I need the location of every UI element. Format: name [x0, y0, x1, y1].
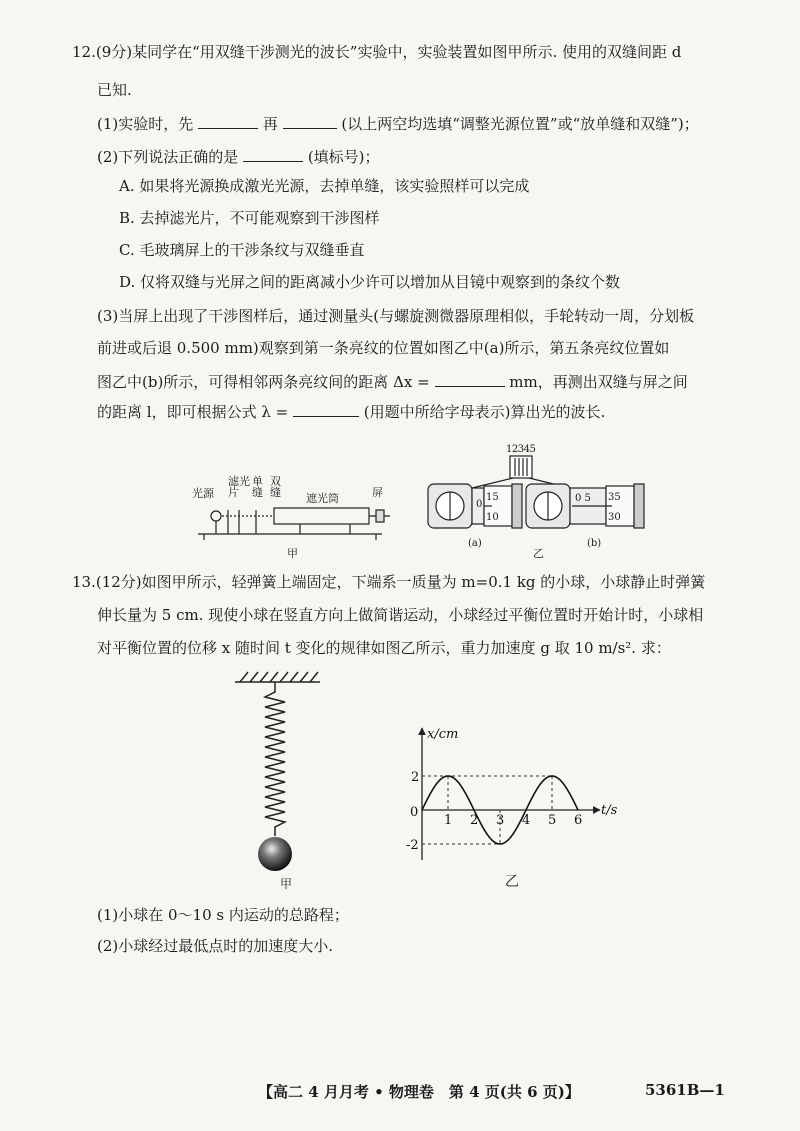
footer-code: 5361B—1 — [645, 1081, 725, 1099]
q12-part1 — [97, 112, 699, 134]
q12-part2 — [97, 145, 380, 167]
q12-option-b: B. 去掉滤光片，不可能观察到干涉图样 — [119, 209, 380, 227]
q12-part1-text-b: 再 — [262, 115, 278, 133]
fig-yi-caption: 乙 — [533, 547, 544, 560]
x-tick-label: 3 — [496, 813, 505, 828]
label-single-slit: 单缝 — [252, 475, 263, 499]
label-double-slit: 双缝 — [270, 475, 281, 499]
eyepiece-icon — [376, 510, 384, 522]
head-a-scale-bottom: 10 — [486, 512, 499, 523]
graph-caption: 乙 — [505, 874, 519, 890]
label-light-source: 光源 — [192, 487, 214, 500]
q12-blank-5[interactable] — [293, 400, 359, 417]
label-filter: 滤光片 — [228, 475, 250, 499]
q12-blank-4[interactable] — [435, 370, 505, 387]
q12-option-d: D. 仅将双缝与光屏之间的距离减小少许可以增加从目镜中观察到的条纹个数 — [119, 273, 621, 291]
spring-ball-diagram — [230, 668, 330, 878]
fig-jia-caption: 甲 — [287, 547, 298, 560]
q12-option-c: C. 毛玻璃屏上的干涉条纹与双缝垂直 — [119, 241, 365, 259]
fringe-pattern-box — [510, 456, 532, 478]
q12-part3-line4-b: (用题中所给字母表示)算出光的波长. — [363, 403, 606, 421]
ball-icon — [258, 837, 292, 871]
y-tick-label: 2 — [411, 770, 420, 785]
q12-part3-line1: (3)当屏上出现了干涉图样后，通过测量头(与螺旋测微器原理相似，手轮转动一周，分划板 — [97, 307, 695, 325]
x-tick-label: 2 — [470, 813, 479, 828]
q12-blank-3[interactable] — [243, 145, 303, 162]
q13-sub2: (2)小球经过最低点时的加速度大小. — [97, 937, 334, 955]
graph-xlabel: t/s — [601, 803, 618, 818]
light-source-icon — [211, 511, 221, 521]
spring-icon — [265, 682, 285, 836]
q12-part3-line4 — [97, 400, 605, 422]
fringe-numbers: 12345 — [506, 444, 536, 455]
x-tick-label: 1 — [444, 813, 453, 828]
ceiling-hatch — [240, 672, 318, 682]
q12-part2-text-a: (2)下列说法正确的是 — [97, 148, 239, 166]
head-b-scale-top: 35 — [608, 492, 621, 503]
head-a-main-scale: 0 — [476, 499, 483, 510]
q12-blank-1[interactable] — [198, 112, 258, 129]
q12-intro-line1: 12.(9分)某同学在“用双缝干涉测光的波长”实验中，实验装置如图甲所示. 使用的双缝间距 d — [72, 43, 682, 61]
q13-fig-jia-caption: 甲 — [280, 877, 293, 891]
q13-sub1: (1)小球在 0～10 s 内运动的总路程； — [97, 906, 349, 924]
q12-part3-line3-b: mm，再测出双缝与屏之间 — [509, 373, 688, 391]
q12-part1-text-a: (1)实验时，先 — [97, 115, 194, 133]
q12-part3-line2: 前进或后退 0.500 mm)观察到第一条亮纹的位置如图乙中(a)所示，第五条亮纹位置如 — [97, 339, 670, 357]
q12-option-a: A. 如果将光源换成激光光源，去掉单缝，该实验照样可以完成 — [119, 177, 530, 195]
x-tick-label: 5 — [548, 813, 557, 828]
head-a-caption: (a) — [468, 538, 482, 549]
optical-bench-diagram — [190, 470, 400, 542]
footer-center: 【高二 4 月月考 • 物理卷 第 4 页(共 6 页)】 — [258, 1083, 580, 1101]
q12-part3-line3 — [97, 370, 688, 392]
q13-line1: 13.(12分)如图甲所示，轻弹簧上端固定，下端系一质量为 m=0.1 kg 的小球，小球静止时弹簧 — [72, 573, 706, 591]
x-tick-label: 6 — [574, 813, 583, 828]
label-screen: 屏 — [372, 486, 383, 499]
displacement-time-graph — [400, 720, 620, 880]
head-b-caption: (b) — [587, 538, 602, 549]
label-light-tube: 遮光筒 — [306, 492, 339, 505]
q12-part2-text-b: (填标号)； — [307, 148, 380, 166]
measuring-head-diagram — [420, 440, 670, 550]
q12-intro-line2: 已知. — [97, 81, 132, 99]
light-tube-icon — [274, 508, 369, 524]
head-b-scale-bottom: 30 — [608, 512, 621, 523]
q12-part3-line3-a: 图乙中(b)所示，可得相邻两条亮纹间的距离 Δx = — [97, 373, 430, 391]
x-tick-label: 4 — [522, 813, 531, 828]
graph-ylabel: x/cm — [427, 727, 459, 742]
y-tick-label: -2 — [406, 838, 419, 853]
q13-line2: 伸长量为 5 cm. 现使小球在竖直方向上做简谐运动，小球经过平衡位置时开始计时，小球相 — [97, 606, 704, 624]
q12-part1-text-c: (以上两空均选填“调整光源位置”或“放单缝和双缝”)； — [341, 115, 699, 133]
q12-part3-line4-a: 的距离 l，即可根据公式 λ = — [97, 403, 289, 421]
q13-line3: 对平衡位置的位移 x 随时间 t 变化的规律如图乙所示，重力加速度 g 取 10 m/s². 求： — [97, 639, 671, 657]
graph-origin-label: 0 — [410, 805, 419, 820]
head-b-main-scale: 0 5 — [575, 493, 591, 504]
q12-blank-2[interactable] — [283, 112, 337, 129]
head-a-scale-top: 15 — [486, 492, 499, 503]
